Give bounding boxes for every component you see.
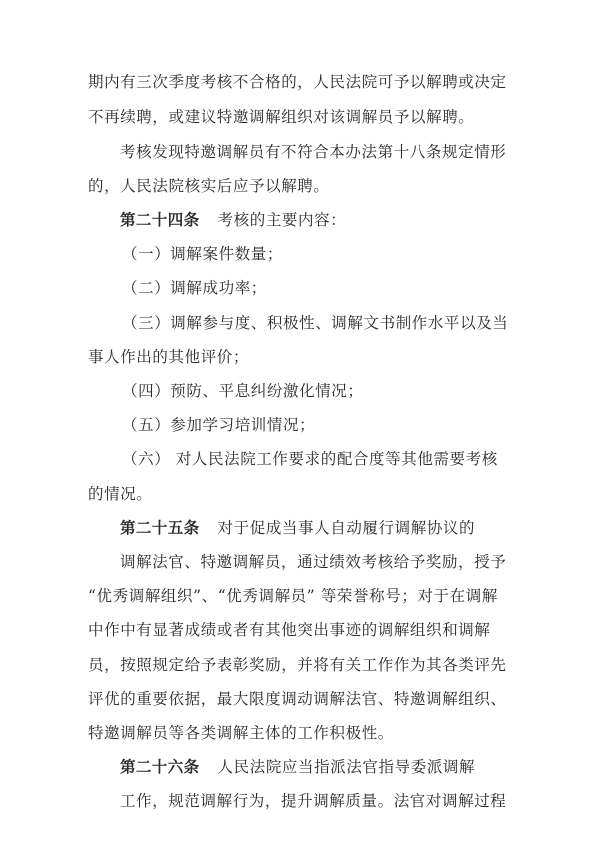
text-line: 评优的重要依据，最大限度调动调解法官、特邀调解组织、 — [88, 690, 507, 708]
article-24-heading: 第二十四条 — [120, 211, 200, 229]
list-item: （五）参加学习培训情况； — [122, 416, 316, 434]
text-line: 事人作出的其他评价； — [88, 348, 250, 366]
article-26-line — [120, 757, 475, 777]
article-26-heading: 第二十六条 — [120, 758, 200, 776]
text-line: 人民法院应当指派法官指导委派调解 — [217, 758, 476, 776]
article-25-heading: 第二十五条 — [120, 519, 200, 537]
article-25-line — [120, 518, 475, 538]
list-item: （二）调解成功率； — [122, 279, 267, 297]
text-line: 考核发现特邀调解员有不符合本办法第十八条规定情形 — [120, 143, 507, 161]
text-line: 期内有三次季度考核不合格的，人民法院可予以解聘或决定 — [88, 73, 507, 91]
text-line: 对于促成当事人自动履行调解协议的 — [217, 519, 476, 537]
text-line: 调解法官、特邀调解员，通过绩效考核给予奖励，授予 — [120, 553, 507, 571]
text-line: 的情况。 — [88, 485, 153, 503]
text-line: 员，按照规定给予表彰奖励，并将有关工作作为其各类评先 — [88, 656, 507, 674]
list-item: （六） 对人民法院工作要求的配合度等其他需要考核 — [122, 450, 498, 468]
text-line: 不再续聘，或建议特邀调解组织对该调解员予以解聘。 — [88, 108, 475, 126]
text-line: 特邀调解员等各类调解主体的工作积极性。 — [88, 724, 394, 742]
text-line: 考核的主要内容： — [217, 211, 347, 229]
text-line: “优秀调解组织”、“优秀调解员” 等荣誉称号；对于在调解 — [88, 587, 498, 605]
text-line: 中作中有显著成绩或者有其他突出事迹的调解组织和调解 — [88, 621, 491, 639]
text-line: 工作，规范调解行为，提升调解质量。法官对调解过程 — [120, 792, 507, 810]
list-item: （四）预防、平息纠纷激化情况； — [122, 382, 364, 400]
list-item: （三）调解参与度、积极性、调解文书制作水平以及当 — [122, 314, 509, 332]
article-24-line — [120, 210, 346, 230]
list-item: （一）调解案件数量； — [122, 245, 284, 263]
text-line: 的，人民法院核实后应予以解聘。 — [88, 177, 330, 195]
